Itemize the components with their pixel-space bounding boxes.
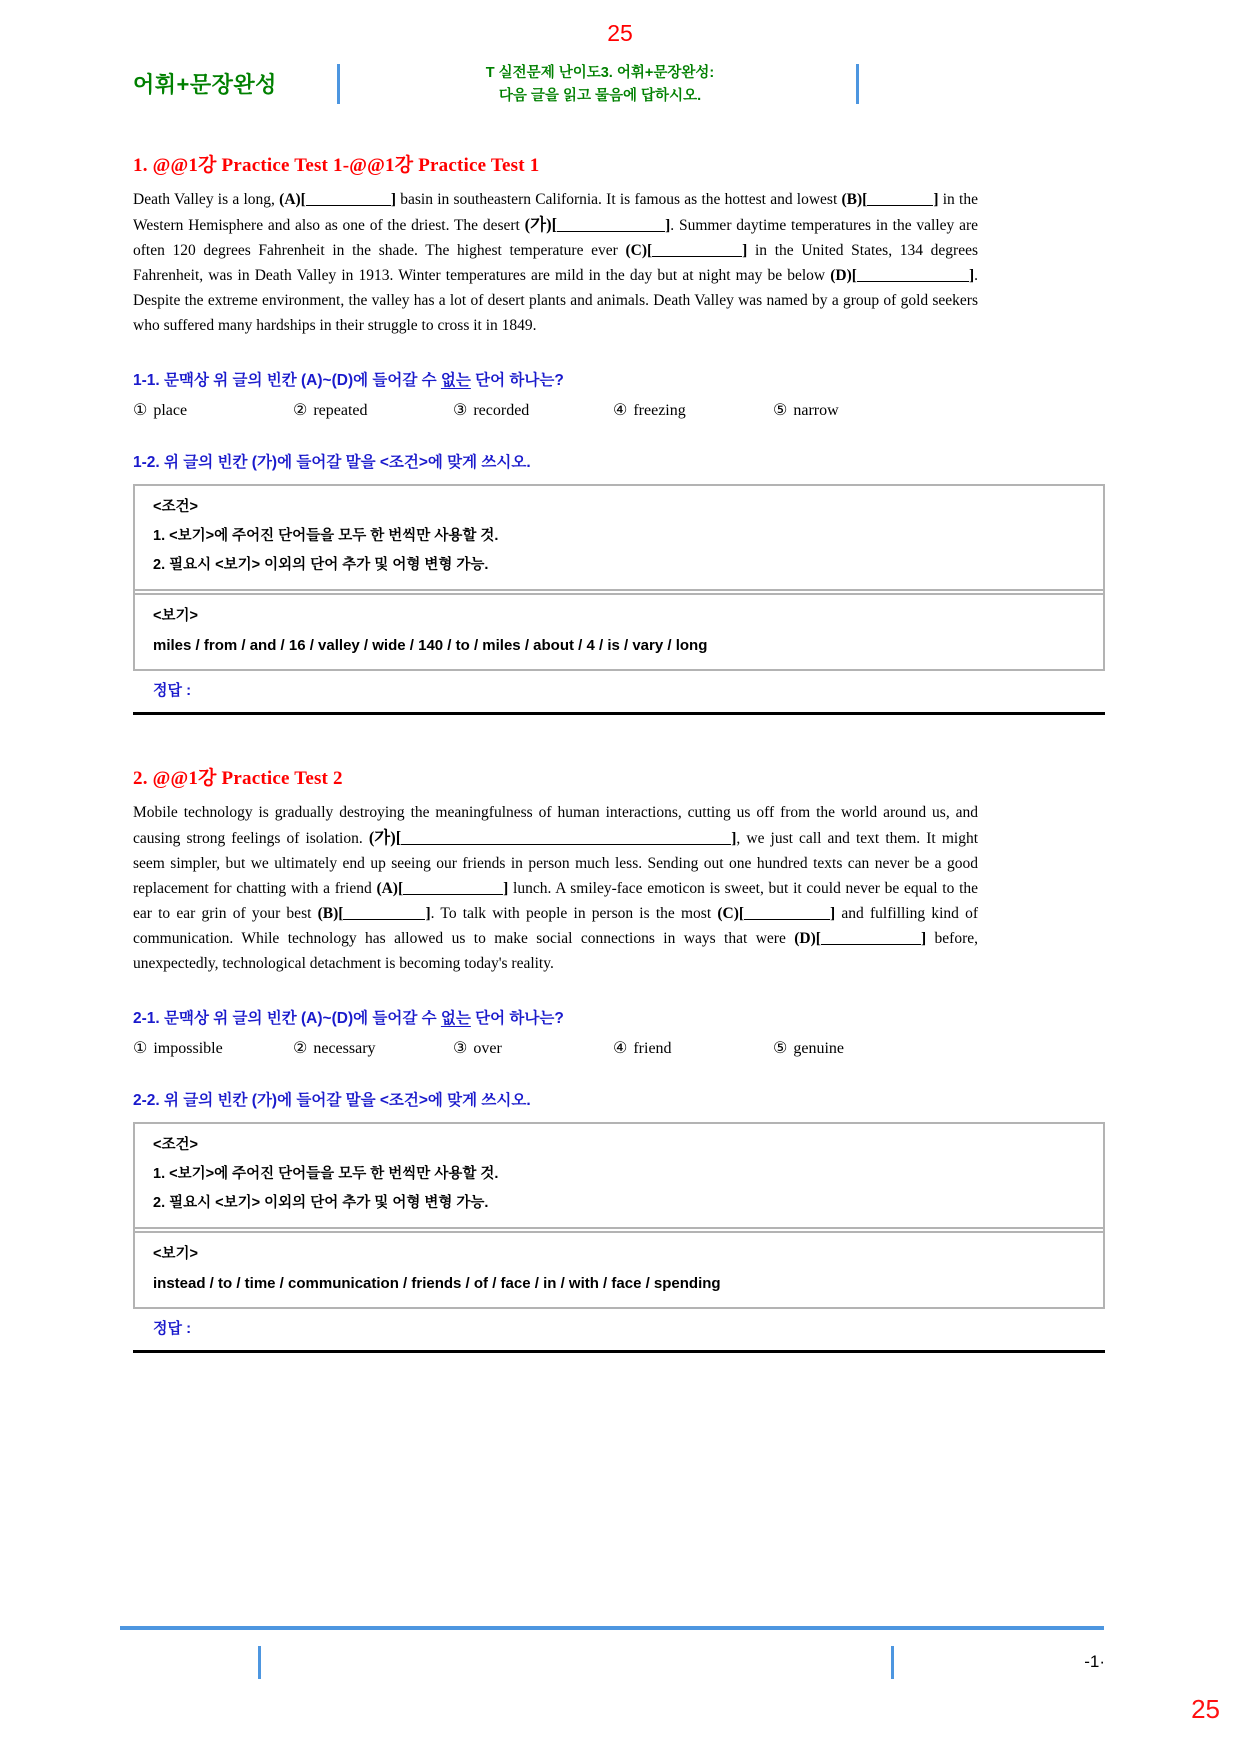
blank-label-close: ] — [665, 217, 671, 234]
answer-label-2: 정답 : — [133, 1311, 1105, 1353]
question-2-1-text-prefix: 2-1. 문맥상 위 글의 빈칸 (A)~(D)에 들어갈 수 — [133, 1010, 441, 1027]
condition-item-1: 1. <보기>에 주어진 단어들을 모두 한 번씩만 사용할 것. — [153, 1166, 499, 1182]
passage-text-segment: Mobile technology is gradually destroying the meaningfulness of human interactions, cutting us off from the world around us, and causing strong feelings of isolation. — [133, 804, 978, 847]
header-instruction-line2: 다음 글을 읽고 물음에 답하시오. — [498, 88, 702, 104]
question-1-2-title: 1-2. 위 글의 빈칸 (가)에 들어갈 말을 <조건>에 맞게 쓰시오. — [133, 454, 531, 471]
option-label: recorded — [473, 402, 530, 419]
option-label: impossible — [153, 1040, 223, 1057]
word-bank-header: <보기> — [153, 608, 198, 624]
blank-label: (A)[ — [376, 880, 404, 897]
option-label: place — [153, 402, 188, 419]
blank-label-close: ] — [425, 905, 431, 922]
condition-item-2: 2. 필요시 <보기> 이외의 단어 추가 및 어형 변형 가능. — [153, 557, 489, 573]
fill-in-blank — [557, 217, 665, 232]
fill-in-blank — [867, 191, 933, 206]
option-4 — [613, 400, 773, 420]
option-label: narrow — [793, 402, 839, 419]
condition-section — [135, 1124, 1103, 1229]
word-bank-section — [135, 1231, 1103, 1307]
circled-number-icon: ④ — [613, 1040, 628, 1057]
footer-tick-left — [258, 1646, 261, 1679]
question-1-1-text-prefix: 1-1. 문맥상 위 글의 빈칸 (A)~(D)에 들어갈 수 — [133, 372, 441, 389]
circled-number-icon: ③ — [453, 402, 468, 419]
option-label: repeated — [313, 402, 368, 419]
passage-text-segment: . Summer daytime temperatures in the valley are often 120 degrees Fahrenheit in the shade. The highest temperature ever — [133, 217, 979, 259]
footer-page-label: -1· — [1084, 1652, 1105, 1671]
word-bank-section — [135, 593, 1103, 669]
blank-label: (가)[ — [368, 828, 402, 847]
option-2 — [293, 400, 453, 420]
circled-number-icon: ① — [133, 1040, 148, 1057]
blank-label: (C)[ — [717, 905, 745, 922]
question-1-1-title — [133, 368, 1105, 390]
fill-in-blank — [343, 905, 425, 920]
question-2-2-title: 2-2. 위 글의 빈칸 (가)에 들어갈 말을 <조건>에 맞게 쓰시오. — [133, 1092, 531, 1109]
passage-text-segment: Death Valley is a long, — [133, 191, 280, 208]
header-divider-right — [856, 64, 859, 104]
blank-label-close: ] — [830, 905, 836, 922]
condition-header: <조건> — [153, 499, 198, 515]
option-label: genuine — [793, 1040, 844, 1057]
blank-label-close: ] — [933, 191, 939, 208]
blank-label-close: ] — [731, 830, 737, 847]
passage-text-segment: in the United States, 134 degrees Fahrenheit, was in Death Valley in 1913. Winter temperatures are mild in the day but at night may be below — [133, 242, 978, 284]
question-2-1-title — [133, 1006, 1105, 1028]
blank-label: (가)[ — [524, 215, 558, 234]
passage-text-segment: . To talk with people in person is the most — [430, 905, 718, 922]
question-2-1-options — [133, 1038, 978, 1058]
header-divider-left — [337, 64, 340, 104]
circled-number-icon: ② — [293, 1040, 308, 1057]
option-4 — [613, 1038, 773, 1058]
condition-box-1 — [133, 484, 1105, 671]
question-1-1-underlined-word: 없는 — [440, 372, 471, 389]
header-category-title: 어휘+문장완성 — [133, 72, 277, 97]
section-2-passage — [133, 800, 978, 976]
bottom-page-number: 25 — [1191, 1694, 1220, 1724]
section-1-title: 1. @@1강 Practice Test 1-@@1강 Practice Test 1 — [133, 155, 540, 176]
fill-in-blank — [401, 830, 731, 845]
option-3 — [453, 1038, 613, 1058]
blank-label-close: ] — [503, 880, 509, 897]
blank-label: (B)[ — [317, 905, 344, 922]
option-5 — [773, 1038, 933, 1058]
footer-tick-right — [891, 1646, 894, 1679]
circled-number-icon: ① — [133, 402, 148, 419]
fill-in-blank — [744, 905, 830, 920]
passage-text-segment: lunch. A smiley-face emoticon is sweet, but it could never be equal to the ear to ear grin of your best — [133, 880, 978, 922]
blank-label: (C)[ — [625, 242, 653, 259]
word-bank-list: miles / from / and / 16 / valley / wide / 140 / to / miles / about / 4 / is / vary / long — [153, 637, 708, 654]
condition-item-2: 2. 필요시 <보기> 이외의 단어 추가 및 어형 변형 가능. — [153, 1195, 489, 1211]
blank-label-close: ] — [920, 930, 927, 947]
section-1-passage — [133, 187, 978, 338]
word-bank-list: instead / to / time / communication / friends / of / face / in / with / face / spending — [153, 1275, 721, 1292]
option-1 — [133, 1038, 293, 1058]
passage-text-segment: . Despite the extreme environment, the valley has a lot of desert plants and animals. Death Valley was named by a group of gold seekers who suffered many hardships in their struggle to cross it in 1849. — [133, 267, 978, 334]
circled-number-icon: ② — [293, 402, 308, 419]
passage-text-segment: basin in southeastern California. It is famous as the hottest and lowest — [396, 191, 842, 208]
blank-label: (D)[ — [794, 930, 821, 947]
circled-number-icon: ⑤ — [773, 402, 788, 419]
condition-section — [135, 486, 1103, 591]
blank-label: (A)[ — [279, 191, 306, 208]
section-practice-test-1 — [133, 150, 1105, 715]
option-label: freezing — [633, 402, 686, 419]
question-2-1-underlined-word: 없는 — [440, 1010, 471, 1027]
question-1-1-text-suffix: 단어 하나는? — [470, 372, 564, 389]
circled-number-icon: ④ — [613, 402, 628, 419]
blank-label-close: ] — [390, 191, 397, 208]
fill-in-blank — [652, 242, 742, 257]
question-2-1-text-suffix: 단어 하나는? — [470, 1010, 564, 1027]
blank-label: (D)[ — [830, 267, 857, 284]
circled-number-icon: ⑤ — [773, 1040, 788, 1057]
footer-divider-line — [120, 1626, 1104, 1630]
passage-text-segment: before, unexpectedly, technological detachment is becoming today's reality. — [133, 930, 978, 972]
fill-in-blank — [306, 191, 391, 206]
blank-label: (B)[ — [841, 191, 868, 208]
option-label: over — [473, 1040, 502, 1057]
answer-label-1: 정답 : — [133, 673, 1105, 715]
blank-label-close: ] — [742, 242, 748, 259]
condition-box-2 — [133, 1122, 1105, 1309]
word-bank-header: <보기> — [153, 1246, 198, 1262]
option-label: necessary — [313, 1040, 376, 1057]
option-1 — [133, 400, 293, 420]
option-3 — [453, 400, 613, 420]
passage-text-segment: and fulfilling kind of communication. While technology has allowed us to make social connections in ways that were — [133, 905, 979, 947]
content-area — [133, 150, 1105, 1353]
fill-in-blank — [821, 930, 921, 945]
section-2-title: 2. @@1강 Practice Test 2 — [133, 768, 343, 789]
condition-item-1: 1. <보기>에 주어진 단어들을 모두 한 번씩만 사용할 것. — [153, 528, 499, 544]
option-label: friend — [633, 1040, 672, 1057]
passage-text-segment: , we just call and text them. It might seem simpler, but we ultimately end up seeing our friends in person much less. Sending out one hundred texts can never be a good replacement for chatting with a friend — [133, 830, 979, 897]
question-1-1-options — [133, 400, 978, 420]
header-instruction-line1: T 실전문제 난이도3. 어휘+문장완성: — [485, 65, 715, 81]
section-practice-test-2 — [133, 763, 1105, 1353]
header-instructions — [380, 62, 820, 108]
passage-text-segment: in the Western Hemisphere and also as one of the driest. The desert — [133, 191, 978, 234]
condition-header: <조건> — [153, 1137, 198, 1153]
fill-in-blank — [857, 267, 969, 282]
option-5 — [773, 400, 933, 420]
fill-in-blank — [403, 880, 503, 895]
circled-number-icon: ③ — [453, 1040, 468, 1057]
option-2 — [293, 1038, 453, 1058]
blank-label-close: ] — [968, 267, 975, 284]
top-page-number: 25 — [607, 20, 633, 46]
